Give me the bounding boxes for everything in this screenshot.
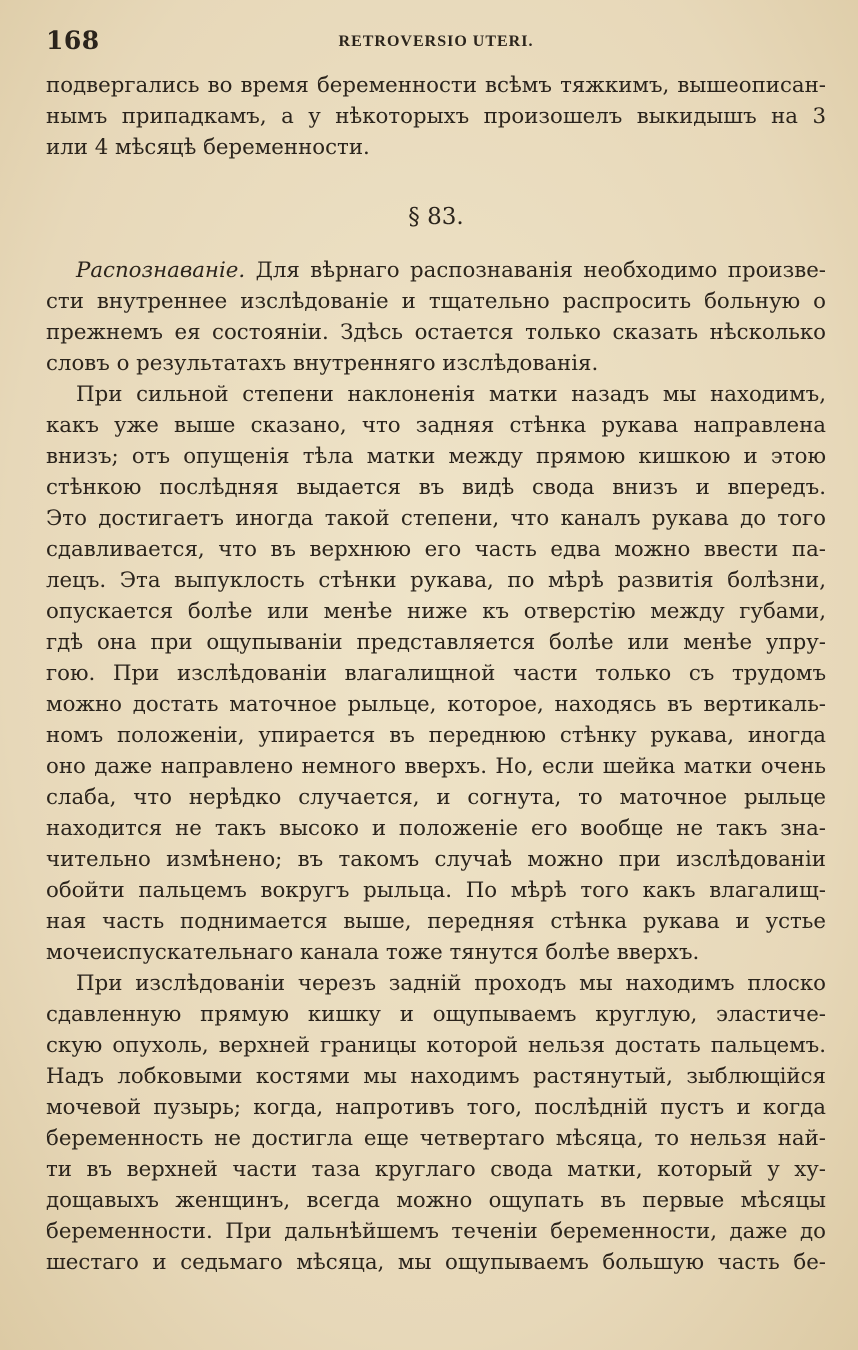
text-line: гою. При изслѣдованіи влагалищной части только съ трудомъ [46, 661, 826, 686]
text-line: подвергались во время беременности всѣмъ тяжкимъ, вышеописан- [46, 73, 826, 98]
text-line: лецъ. Эта выпуклость стѣнки рукава, по мѣрѣ развитiя болѣзни, [46, 568, 826, 593]
text-line: слаба, что нерѣдко случается, и согнута, то маточное рыльце [46, 785, 826, 810]
paragraph-rectal-exam [46, 968, 826, 1278]
text-line: Надъ лобковыми костями мы находимъ растянутый, зыблющiйся [46, 1064, 826, 1089]
paragraph-diagnosis [46, 255, 826, 379]
text-line [46, 255, 826, 286]
text-line: обойти пальцемъ вокругъ рыльца. По мѣрѣ того какъ влагалищ- [46, 878, 826, 903]
text-line: словъ о результатахъ внутренняго изслѣдованiя. [46, 351, 599, 376]
text-line: опускается болѣе или менѣе ниже къ отверстiю между губами, [46, 599, 826, 624]
text-fragment: Для вѣрнаго распознаванiя необходимо произве- [245, 258, 826, 283]
text-line: беременность не достигла еще четвертаго мѣсяца, то нельзя най- [46, 1126, 826, 1151]
body-text [46, 70, 826, 1278]
text-line: находится не такъ высоко и положенiе его вообще не такъ зна- [46, 816, 826, 841]
text-line: мочеиспускательнаго канала тоже тянутся болѣе вверхъ. [46, 940, 700, 965]
text-line: ти въ верхней части таза круглаго свода матки, который у ху- [46, 1157, 826, 1182]
text-line: сдавленную прямую кишку и ощупываемъ круглую, эластиче- [46, 1002, 826, 1027]
running-head: RETROVERSIO UTERI. [338, 33, 534, 50]
text-line: внизъ; отъ опущенiя тѣла матки между прямою кишкою и этою [46, 444, 826, 469]
text-line: чительно измѣнено; въ такомъ случаѣ можно при изслѣдованiи [46, 847, 826, 872]
text-line: какъ уже выше сказано, что задняя стѣнка рукава направлена [46, 413, 826, 438]
text-line: нымъ припадкамъ, а у нѣкоторыхъ произошелъ выкидышъ на 3 [46, 104, 826, 129]
text-line: мочевой пузырь; когда, напротивъ того, послѣднiй пустъ и когда [46, 1095, 826, 1120]
page-number: 168 [46, 26, 100, 55]
paragraph-vaginal-exam [46, 379, 826, 968]
text-line: или 4 мѣсяцѣ беременности. [46, 135, 370, 160]
text-line: шестаго и седьмаго мѣсяца, мы ощупываемъ большую часть бе- [46, 1250, 826, 1275]
intro-paragraph [46, 70, 826, 163]
text-line: номъ положенiи, упирается въ переднюю стѣнку рукава, иногда [46, 723, 826, 748]
page-header [46, 26, 826, 60]
text-line: гдѣ она при ощупываніи представляется болѣе или менѣе упру- [46, 630, 826, 655]
text-line: При изслѣдованiи черезъ заднiй проходъ мы находимъ плоско [76, 971, 826, 996]
text-line: стѣнкою послѣдняя выдается въ видѣ свода внизъ и впередъ. [46, 475, 826, 500]
text-line: скую опухоль, верхней границы которой нельзя достать пальцемъ. [46, 1033, 826, 1058]
text-line: дощавыхъ женщинъ, всегда можно ощупать въ первые мѣсяцы [46, 1188, 826, 1213]
text-line: сти внутреннее изслѣдованiе и тщательно распросить больную о [46, 289, 826, 314]
text-line: ная часть поднимается выше, передняя стѣнка рукава и устье [46, 909, 826, 934]
paragraph-lead: Распознаванiе. [76, 258, 246, 283]
text-line: Это достигаетъ иногда такой степени, что каналъ рукава до того [46, 506, 826, 531]
text-line: беременности. При дальнѣйшемъ теченiи беременности, даже до [46, 1219, 826, 1244]
text-line: прежнемъ ея состоянiи. Здѣсь остается только сказать нѣсколько [46, 320, 826, 345]
text-line: оно даже направлено немного вверхъ. Но, если шейка матки очень [46, 754, 826, 779]
text-line: можно достать маточное рыльце, которое, находясь въ вертикаль- [46, 692, 826, 717]
section-heading: § 83. [408, 204, 464, 230]
text-line: сдавливается, что въ верхнюю его часть едва можно ввести па- [46, 537, 826, 562]
text-line: При сильной степени наклоненiя матки назадъ мы находимъ, [76, 382, 826, 407]
